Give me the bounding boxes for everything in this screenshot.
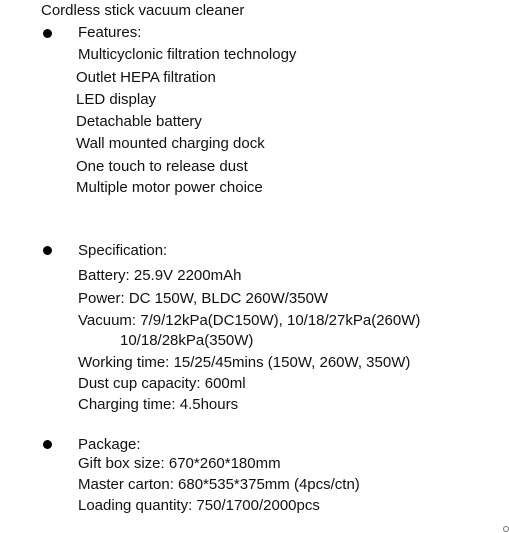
feature-item: LED display: [76, 91, 157, 108]
spec-working-time: Working time: 15/25/45mins (150W, 260W, 350W): [78, 354, 411, 371]
feature-item: Wall mounted charging dock: [76, 135, 265, 152]
specification-bullet: [43, 246, 52, 255]
spec-vacuum-continued: 10/18/28kPa(350W): [120, 332, 254, 349]
spec-power: Power: DC 150W, BLDC 260W/350W: [78, 290, 329, 307]
spec-charging-time: Charging time: 4.5hours: [78, 396, 239, 413]
spec-vacuum: Vacuum: 7/9/12kPa(DC150W), 10/18/27kPa(260W): [78, 312, 421, 329]
spec-battery: Battery: 25.9V 2200mAh: [78, 267, 242, 284]
package-bullet: [43, 440, 52, 449]
feature-item: Multiple motor power choice: [76, 179, 263, 196]
feature-item: Multicyclonic filtration technology: [78, 46, 297, 63]
package-master-carton: Master carton: 680*535*375mm (4pcs/ctn): [78, 476, 360, 493]
features-heading: Features:: [78, 24, 142, 41]
package-gift-box: Gift box size: 670*260*180mm: [78, 455, 281, 472]
package-heading: Package:: [78, 436, 141, 453]
feature-item: One touch to release dust: [76, 158, 248, 175]
features-bullet: [43, 29, 52, 38]
feature-item: Outlet HEPA filtration: [76, 69, 216, 86]
feature-item: Detachable battery: [76, 113, 202, 130]
spec-dust-cup: Dust cup capacity: 600ml: [78, 375, 246, 392]
specification-heading: Specification:: [78, 242, 168, 259]
document-title: Cordless stick vacuum cleaner: [41, 2, 245, 19]
corner-mark: [503, 526, 509, 532]
package-loading-quantity: Loading quantity: 750/1700/2000pcs: [78, 497, 320, 514]
